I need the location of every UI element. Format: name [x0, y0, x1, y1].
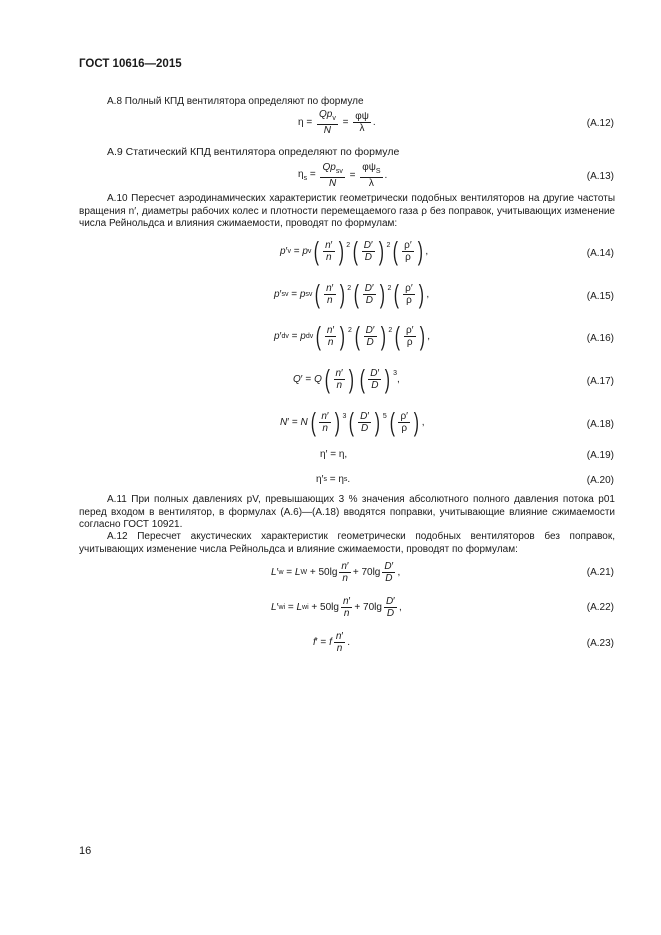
- eq-number: (А.14): [586, 248, 614, 259]
- formula-a19: η′ = η,: [320, 448, 348, 460]
- eq-number: (А.21): [586, 567, 614, 578]
- eq-number: (А.15): [586, 291, 614, 302]
- paragraph-a10: А.10 Пересчет аэродинамических характеристик геометрически подобных вентиляторов на другие частоты вращения n′, диаметры рабочих колес и плотности перемещаемого газа ρ без поправок, учитывающих изменение числа Рейнольдса и влияния сжимаемости, проводят по формулам:: [79, 193, 615, 229]
- eq-number: (А.20): [586, 475, 614, 486]
- formula-a16: p ′ dv = p dv ( $\frac{n'}{n}$ ) 2 ( $\frac{D'}{D}$ ) 2 ( $\frac{\rho'}{\rho}$ ) ,: [274, 321, 430, 351]
- eq-number: (А.13): [586, 171, 614, 182]
- paragraph-a12: А.12 Пересчет акустических характеристик геометрически подобных вентиляторов без поправок, учитывающих изменение числа Рейнольдса и влияние сжимаемости, проводят по формулам:: [79, 531, 615, 555]
- eq-number: (А.16): [586, 333, 614, 344]
- page-number: 16: [79, 845, 92, 857]
- formula-a22: L ′ wi = L wi + 50lg $\frac{n'}{n}$ + 70lg $\frac{D'}{D}$ ,: [271, 595, 402, 619]
- eq-number: (А.18): [586, 419, 614, 430]
- document-header: ГОСТ 10616—2015: [79, 58, 182, 70]
- formula-a23: f ′ = f $\frac{n'}{n}$ .: [313, 630, 351, 654]
- formula-a15: p ′ sv = p sv ( $\frac{n'}{n}$ ) 2 ( $\frac{D'}{D}$ ) 2 ( $\frac{\rho'}{\rho}$ ) ,: [274, 279, 430, 309]
- formula-a18: N ′ = N ( $\frac{n'}{n}$ ) 3 ( $\frac{D'}{D}$ ) 5 ( $\frac{\rho'}{\rho}$ ) ,: [280, 407, 425, 437]
- eq-number: (А.12): [586, 118, 614, 129]
- paragraph-a8: А.8 Полный КПД вентилятора определяют по формуле: [107, 96, 364, 107]
- formula-a17: Q ′ = Q ( $\frac{n'}{n}$ ) ( $\frac{D'}{D}$ ) 3 ,: [293, 364, 400, 394]
- formula-a13: $\eta_s$ = $\frac{Qp_{sv}}{N}$ = $\frac{\varphi\psi_S}{\lambda}$ .: [298, 161, 388, 189]
- formula-a21: L ′ w = L W + 50lg $\frac{n'}{n}$ + 70lg $\frac{D'}{D}$ ,: [271, 560, 401, 584]
- eq-number: (А.19): [586, 450, 614, 461]
- formula-a20: η′ s = η s .: [316, 473, 351, 485]
- formula-a12: η = $\frac{Qp_v}{N}$ = $\frac{\varphi\psi}{\lambda}$ .: [298, 108, 376, 136]
- eq-number: (А.22): [586, 602, 614, 613]
- eq-number: (А.17): [586, 376, 614, 387]
- eq-number: (А.23): [586, 638, 614, 649]
- formula-a14: p ′ v = p v ( $\frac{n'}{n}$ ) 2 ( $\frac{D'}{D}$ ) 2 ( $\frac{\rho'}{\rho}$ ) ,: [280, 236, 429, 266]
- paragraph-a11: А.11 При полных давлениях pV, превышающих 3 % значения абсолютного полного давления потока p01 перед входом в вентилятор, в формулах (А.6)—(А.18) вводятся поправки, учитывающие влияние сжимаемости согласно ГОСТ 10921.: [79, 494, 615, 530]
- paragraph-a9: А.9 Статический КПД вентилятора определяют по формуле: [107, 146, 400, 158]
